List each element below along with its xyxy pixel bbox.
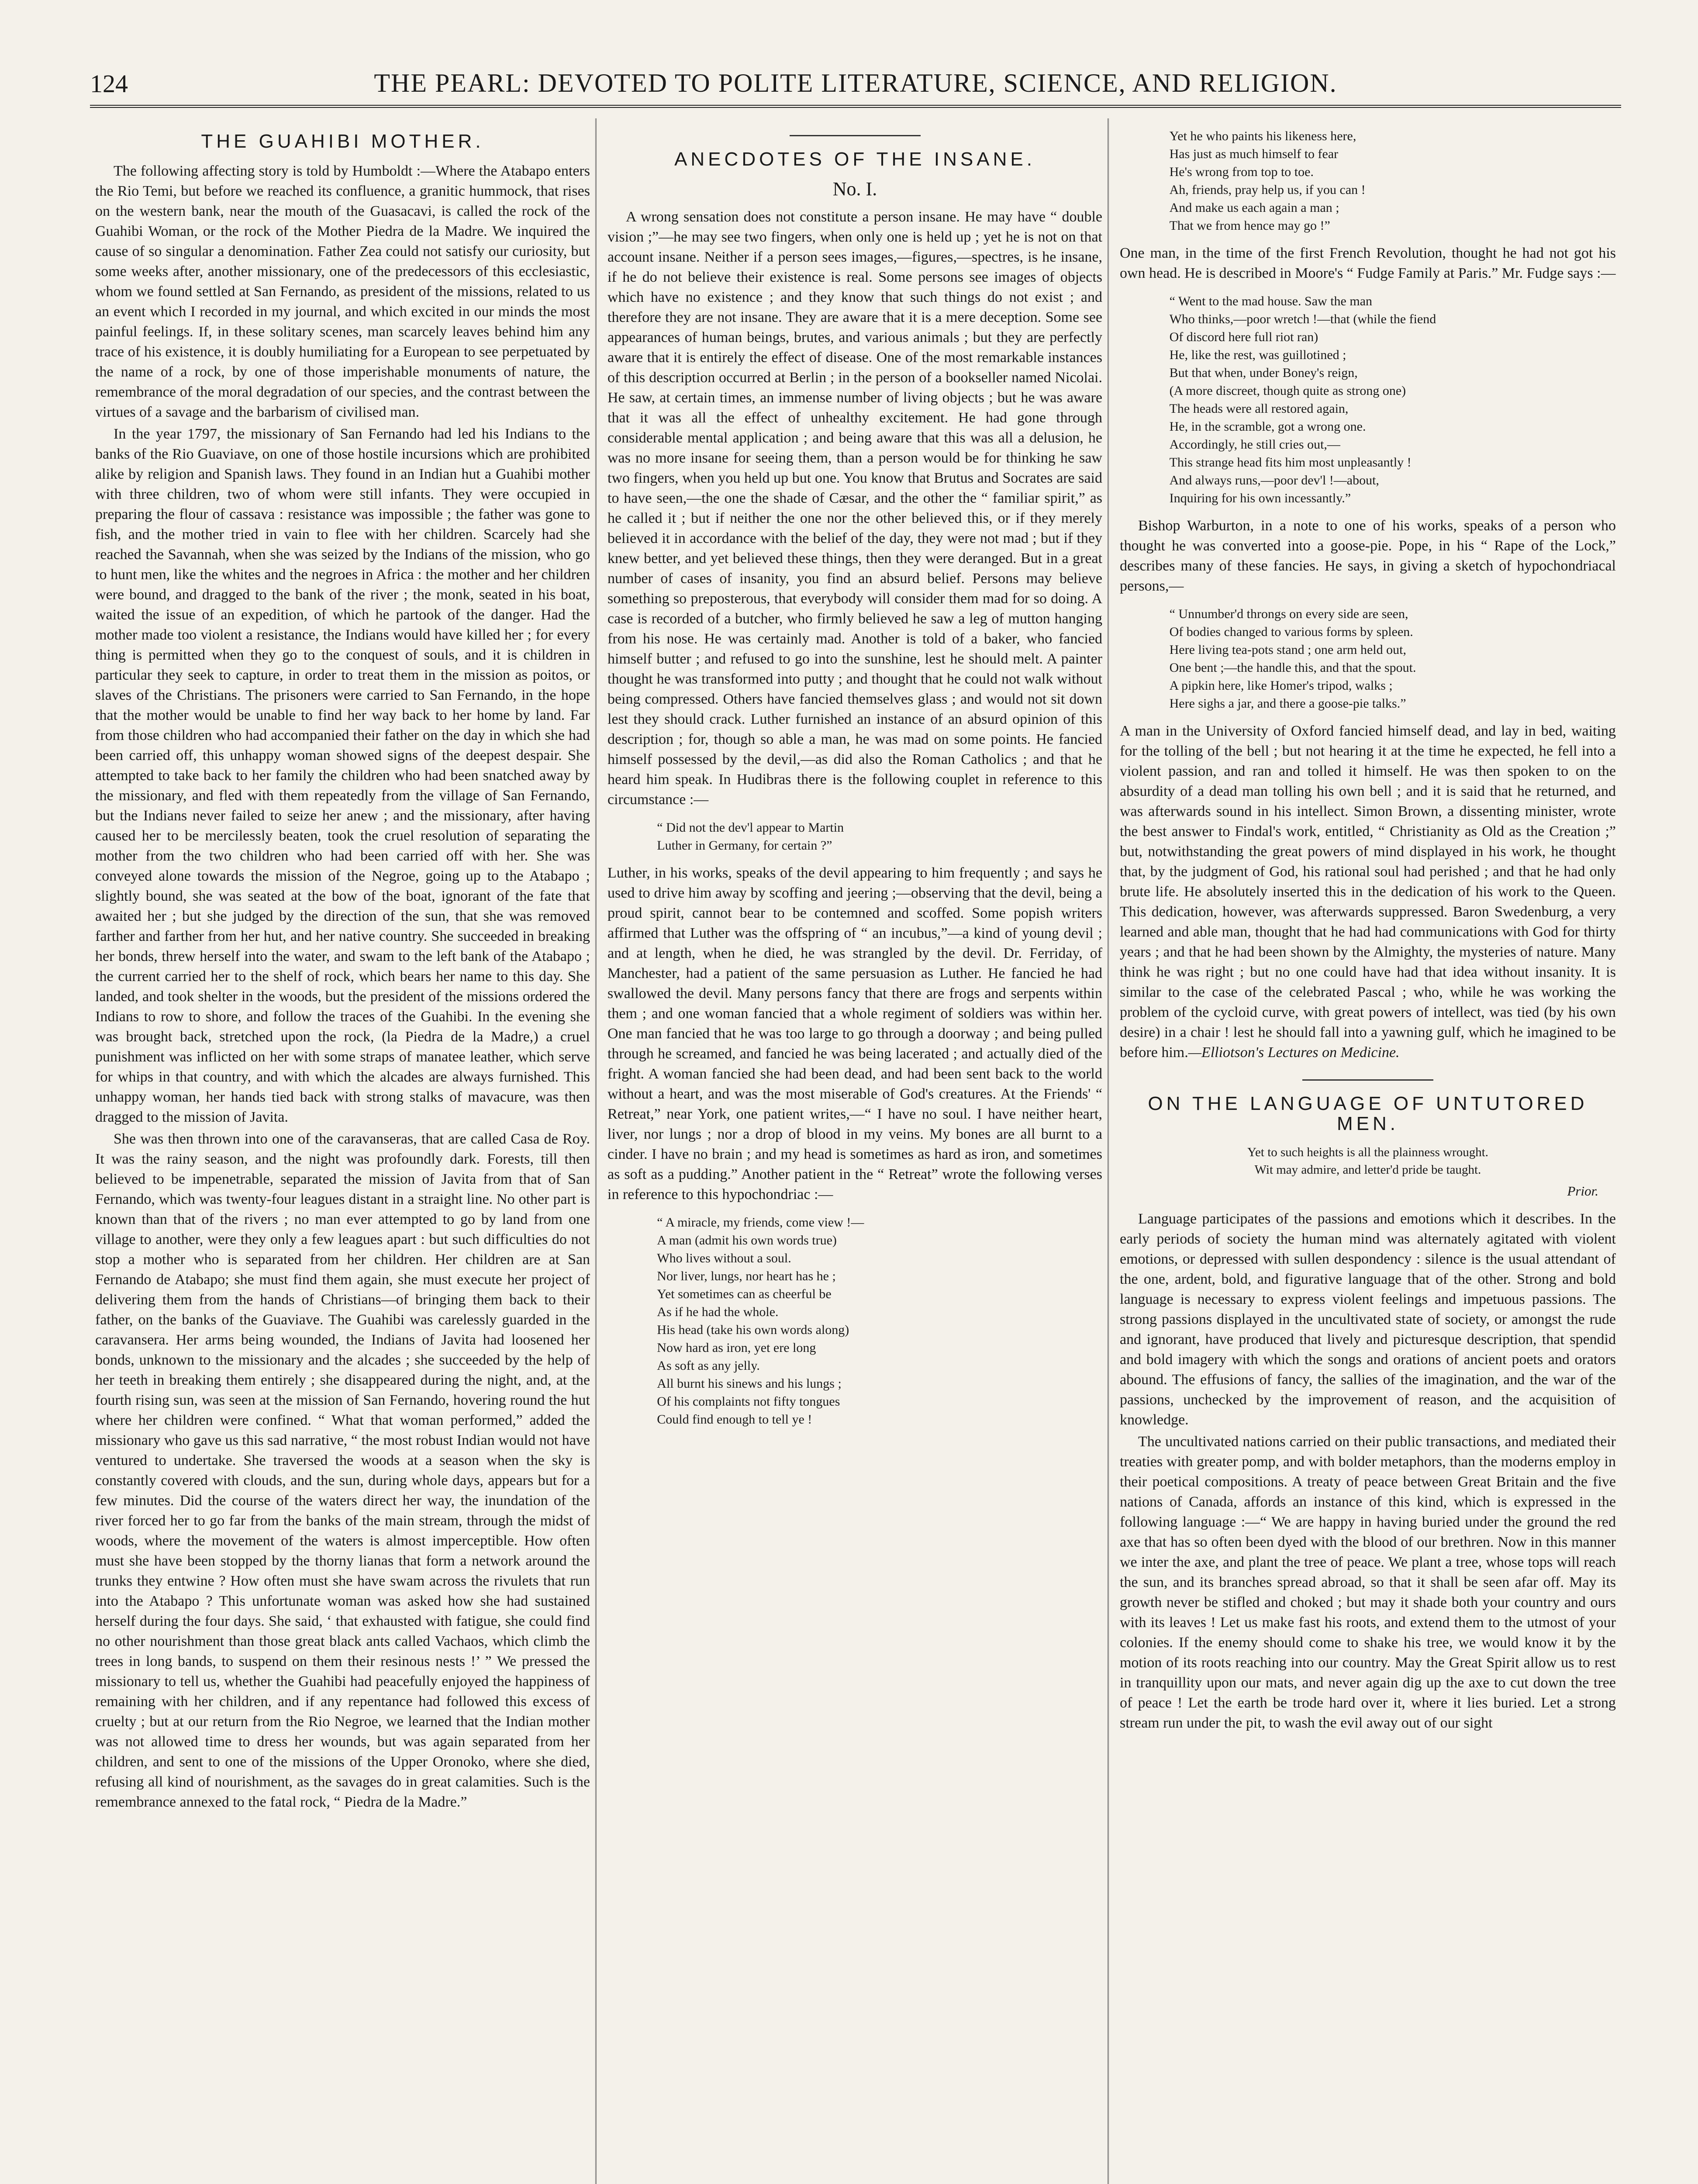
epigraph-line: Yet to such heights is all the plainness wrought. xyxy=(1247,1145,1489,1159)
paragraph: One man, in the time of the first French Revolution, thought he had not got his own head. He is described in Moore's “ Fudge Family at Paris.” Mr. Fudge says :— xyxy=(1120,245,1616,281)
verse-line: Here sighs a jar, and there a goose-pie talks.” xyxy=(1169,696,1406,711)
column-3 xyxy=(1115,118,1621,2184)
verse-line: The heads were all restored again, xyxy=(1169,401,1349,416)
verse-line: Now hard as iron, yet ere long xyxy=(657,1341,816,1355)
verse-line: Here living tea-pots stand ; one arm held out, xyxy=(1169,643,1406,657)
verse-line: Accordingly, he still cries out,— xyxy=(1169,437,1340,452)
paragraph: Bishop Warburton, in a note to one of his works, speaks of a person who thought he was converted into a goose-pie. Pope, in his “ Rape of the Lock,” describes many of these fancies. He says, in giving a sketch of hypochondriacal persons,— xyxy=(1120,518,1616,594)
paragraph: The following affecting story is told by Humboldt :—Where the Atabapo enters the Rio Temi, but before we reached its confluence, a granitic hummock, that rises on the western bank, near the mouth of the Guasacavi, is called the rock of the Guahibi Woman, or the rock of the Mother Piedra de la Madre. We inquired the cause of so singular a denomination. Father Zea could not satisfy our curiosity, but some weeks after, another missionary, one of the predecessors of this ecclesiastic, whom we found settled at San Fernando, as president of the missions, related to us an event which I recorded in my journal, and which excited in our minds the most painful feelings. If, in these solitary scenes, man scarcely leaves behind him any trace of his existence, it is doubly humiliating for a European to see perpetuated by the name of a rock, by one of those imperishable monuments of nature, the remembrance of the moral degradation of our species, and the contrast between the virtues of a savage and the barbarism of civilised man. xyxy=(95,163,590,420)
article-title-guahibi: THE GUAHIBI MOTHER. xyxy=(201,131,484,152)
running-title: THE PEARL: DEVOTED TO POLITE LITERATURE, SCIENCE, AND RELIGION. xyxy=(374,69,1337,97)
verse-line: As soft as any jelly. xyxy=(657,1358,760,1373)
verse-line: This strange head fits him most unpleasantly ! xyxy=(1169,455,1412,470)
verse-line: Yet sometimes can as cheerful be xyxy=(657,1287,832,1301)
source-citation: —Elliotson's Lectures on Medicine. xyxy=(1188,1044,1400,1061)
column-2 xyxy=(602,118,1109,2184)
verse-line: “ Went to the mad house. Saw the man xyxy=(1169,294,1373,308)
verse-line: “ Did not the dev'l appear to Martin xyxy=(657,820,844,835)
verse-line: Of bodies changed to various forms by spleen. xyxy=(1169,625,1413,639)
verse-line: Who thinks,—poor wretch !—that (while the fiend xyxy=(1169,312,1436,326)
column-1 xyxy=(90,118,597,2184)
fudge-verses xyxy=(1170,292,1567,507)
paragraph: She was then thrown into one of the caravanseras, that are called Casa de Roy. It was the rainy season, and the night was profoundly dark. Forests, till then believed to be impenetrable, separated the mission of Javita from that of San Fernando, which was twenty-four leagues distant in a straight line. No other part is known than that of the rivers ; no man ever attempted to go by land from one village to another, were they only a few leagues apart : but such difficulties do not stop a mother who is separated from her children. Her children are at San Fernando de Atabapo; she must find them again, she must execute her project of delivering them from the hands of Christians—of bringing them back to their father, on the banks of the Guaviave. The Guahibi was carelessly guarded in the caravansera. Her arms being wounded, the Indians of Javita had loosened her bonds, unknown to the missionary and the alcades ; she succeeded by the help of her teeth in breaking them entirely ; she disappeared during the night, and, at the fourth rising sun, was seen at the mission of San Fernando, hovering round the hut where her children were confined. “ What that woman performed,” added the missionary who gave us this sad narrative, “ the most robust Indian would not have ventured to undertake. She traversed the woods at a season when the sky is constantly covered with clouds, and the sun, during whole days, appears but for a few minutes. Did the course of the waters direct her way, the inundation of the river forced her to go far from the banks of the main stream, through the midst of woods, where the movement of the waters is almost imperceptible. How often must she have been stopped by the thorny lianas that form a network around the trunks they entwine ? How often must she have swam across the rivulets that run into the Atabapo ? This unfortunate woman was asked how she had sustained herself during the four days. She said, ‘ that exhausted with fatigue, she could find no other nourishment than those great black ants called Vachaos, which climb the trees in long bands, to suspend on them their resinous nests !’ ” We pressed the missionary to tell us, whether the Guahibi had peacefully enjoyed the happiness of remaining with her children, and if any repentance had followed this excess of cruelty ; but at our return from the Rio Negroe, we learned that the Indian mother was not allowed time to dress her wounds, but was again separated from her children, and sent to one of the missions of the Upper Oronoko, where she died, refusing all kind of nourishment, as the savages do in great calamities. Such is the remembrance annexed to the fatal rock, “ Piedra de la Madre.” xyxy=(95,1131,590,1810)
verse-line: He, in the scramble, got a wrong one. xyxy=(1169,419,1366,434)
verse-line: And make us each again a man ; xyxy=(1169,200,1339,215)
verse-line: Has just as much himself to fear xyxy=(1169,147,1339,161)
verse-line: Could find enough to tell ye ! xyxy=(657,1412,812,1427)
paragraph: In the year 1797, the missionary of San Fernando had led his Indians to the banks of the Rio Guaviave, on one of those hostile incursions which are prohibited alike by religion and Spanish laws. They found in an Indian hut a Guahibi mother with three children, two of whom were still infants. They were occupied in preparing the flour of cassava : resistance was impossible ; the father was gone to fish, and the mother tried in vain to flee with her children. Scarcely had she reached the Savannah, when she was seized by the Indians of the mission, who go to hunt men, like the whites and the negroes in Africa : the mother and her children were bound, and dragged to the bank of the river ; the monk, seated in his boat, waited the issue of an expedition, of which he partook of the danger. Had the mother made too violent a resistance, the Indians would have killed her ; for every thing is permitted when they go to the conquest of souls, and it is children in particular they seek to capture, in order to treat them in the mission as poitos, or slaves of the Christians. The prisoners were carried to San Fernando, in the hope that the mother would be unable to find her way back to her home by land. Far from those children who had accompanied their father on the day in which she had been carried off, this unhappy woman showed signs of the deepest despair. She attempted to take back to her family the children who had been snatched away by the missionary, and fled with them repeatedly from the village of San Fernando, but the Indians never failed to seize her anew ; and the missionary, after having caused her to be mercilessly beaten, took the cruel resolution of separating the mother from the two children who had been carried off with her. She was conveyed alone towards the mission of the Negroe, going up to the Atabapo ; slightly bound, she was seated at the bow of the boat, ignorant of the fate that awaited her ; but she judged by the direction of the sun, that she was removed farther and farther from her hut, and her native country. She succeeded in breaking her bonds, threw herself into the water, and swam to the left bank of the Atabapo ; the current carried her to the shelf of rock, which bears her name to this day. She landed, and took shelter in the woods, but the president of the missions ordered the Indians to row to shore, and follow the traces of the Guahibi. In the evening she was brought back, stretched upon the rock, (la Piedra de la Madre,) a cruel punishment was inflicted on her with some straps of manatee leather, which serve for whips in that country, and with which the alcades are always furnished. This unhappy woman, her hands tied back with strong stalks of mavacure, was then dragged to the mission of Javita. xyxy=(95,426,590,1125)
verse-line: He's wrong from top to toe. xyxy=(1169,165,1314,179)
epigraph-author: Prior. xyxy=(1567,1183,1598,1199)
section-rule xyxy=(1302,1079,1433,1081)
verse-line: Luther in Germany, for certain ?” xyxy=(657,838,832,853)
section-rule xyxy=(790,135,921,136)
page-header xyxy=(90,66,1621,108)
verse-line: That we from hence may go !” xyxy=(1169,218,1330,233)
epigraph xyxy=(1120,1144,1616,1178)
verse-line: “ Unnumber'd throngs on every side are seen, xyxy=(1169,607,1408,621)
paragraph xyxy=(1120,721,1616,1063)
article-title-insane: ANECDOTES OF THE INSANE. xyxy=(674,149,1035,170)
verse-line: A man (admit his own words true) xyxy=(657,1233,837,1248)
verse-line: Of his complaints not fifty tongues xyxy=(657,1394,840,1409)
paragraph: Luther, in his works, speaks of the devil appearing to him frequently ; and says he used to drive him away by scoffing and jeering ;—observing that the devil, being a proud spirit, cannot bear to be contemned and scoffed. Some popish writers affirmed that Luther was the offspring of “ an incubus,”—a kind of young devil ; and at length, when he died, he was strangled by the devil. Dr. Ferriday, of Manchester, had a patient of the same persuasion as Luther. He fancied he had swallowed the devil. Many persons fancy that there are frogs and serpents within them ; and one woman fancied that a whole regiment of soldiers was within her. One man fancied that he was too large to go through a doorway ; and being pulled through he screamed, and fancied he was being lacerated ; and actually died of the fright. A woman fancied she had been dead, and had been sent back to the world without a heart, and was the most miserable of God's creatures. At the Friends' “ Retreat,” near York, one patient writes,—“ I have no soul. I have neither heart, liver, nor lungs ; nor a drop of blood in my veins. My bones are all burnt to a cinder. I have no brain ; and my head is sometimes as hard as iron, and sometimes as soft as a pudding.” Another patient in the “ Retreat” wrote the following verses in reference to this hypochondriac :— xyxy=(607,865,1102,1203)
verse-line: Yet he who paints his likeness here, xyxy=(1169,129,1356,143)
verse-line: Inquiring for his own incessantly.” xyxy=(1169,491,1351,505)
verse-line: But that when, under Boney's reign, xyxy=(1169,366,1358,380)
verse-line: All burnt his sinews and his lungs ; xyxy=(657,1376,842,1391)
hudibras-couplet xyxy=(657,819,1053,854)
verse-line: (A more discreet, though quite as strong one) xyxy=(1169,384,1406,398)
retreat-verses-continued xyxy=(1170,127,1567,235)
retreat-verses xyxy=(657,1213,1053,1428)
verse-line: And always runs,—poor dev'l !—about, xyxy=(1169,473,1379,487)
page-number: 124 xyxy=(90,69,128,98)
verse-line: Ah, friends, pray help us, if you can ! xyxy=(1169,183,1366,197)
article-number: No. I. xyxy=(832,178,877,200)
verse-line: “ A miracle, my friends, come view !— xyxy=(657,1215,864,1230)
paragraph-text: A man in the University of Oxford fancied himself dead, and lay in bed, waiting for the tolling of the bell ; but not hearing it at the time he expected, he fell into a violent passion, and ran and tolled it himself. He was then spoken to on the absurdity of a dead man tolling his own bell ; and it is said that he returned, and was afterwards sound in his intellect. Simon Brown, a dissenting minister, wrote the best answer to Findal's work, entitled, “ Christianity as Old as the Creation ;” but, notwithstanding the great powers of mind displayed in his work, he thought that, by the judgment of God, his rational soul had perished ; and that he had only brute life. He absolutely inserted this in the dedication of his work to the Queen. This dedication, however, was afterwards suppressed. Baron Swedenburg, a very learned and able man, thought that he had had communications with God for thirty years ; and that he had been shown by the Almighty, the mysteries of nature. Many think he was right ; but no one could have had that idea without insanity. It is similar to the case of the celebrated Pascal ; who, while he was working the problem of the cycloid curve, with great powers of intellect, was tied (by his own desire) in a chair ! lest he should fall into a yawning gulf, which he imagined to be before him. xyxy=(1120,723,1616,1061)
epigraph-line: Wit may admire, and letter'd pride be taught. xyxy=(1254,1163,1481,1177)
pope-verses xyxy=(1170,605,1567,712)
verse-line: A pipkin here, like Homer's tripod, walks ; xyxy=(1169,678,1393,693)
paragraph: The uncultivated nations carried on their public transactions, and mediated their treaties with greater pomp, and with bolder metaphors, than the moderns employ in their poetical compositions. A treaty of peace between Great Britain and the five nations of Canada, affords an instance of this kind, which is expressed in the following language :—“ We are happy in having buried under the ground the red axe that has so often been dyed with the blood of our brethren. Now in this manner we inter the axe, and plant the tree of peace. We plant a tree, whose tops will reach the sun, and its branches spread abroad, so that it shall be seen afar off. May its growth never be stifled and choked ; but may it shade both your country and ours with its leaves ! Let us make fast his roots, and extend them to the utmost of your colonies. If the enemy should come to shake his tree, we would know it by the motion of its roots reaching into our country. May the Great Spirit allow us to rest in tranquillity upon our mats, and never again dig up the axe to cut down the tree of peace ! Let the earth be trode hard over it, where it lies buried. Let a strong stream run under the pit, to wash the evil away out of our sight xyxy=(1120,1434,1616,1731)
columns xyxy=(90,118,1621,2184)
paragraph: Language participates of the passions and emotions which it describes. In the early periods of society the human mind was alternately agitated with violent emotions, or depressed with sullen despondency : silence is the usual attendant of the one, ardent, bold, and figurative language that of the other. Strong and bold language is necessary to express violent feelings and impetuous passions. The strong passions displayed in the uncultivated state of society, or amongst the rude and ignorant, have produced that lively and picturesque description, that spendid and bold imagery with which the songs and orations of ancient poets and orators abound. The effusions of fancy, the sallies of the imagination, and the war of the passions, unchecked by the improvement of reason, and the acquisition of knowledge. xyxy=(1120,1211,1616,1428)
verse-line: Nor liver, lungs, nor heart has he ; xyxy=(657,1269,836,1283)
verse-line: One bent ;—the handle this, and that the spout. xyxy=(1169,660,1416,675)
verse-line: Of discord here full riot ran) xyxy=(1169,330,1318,344)
verse-line: He, like the rest, was guillotined ; xyxy=(1169,348,1346,362)
verse-line: Who lives without a soul. xyxy=(657,1251,791,1265)
verse-line: His head (take his own words along) xyxy=(657,1323,849,1337)
article-title-language: ON THE LANGUAGE OF UNTUTORED MEN. xyxy=(1148,1093,1588,1134)
paragraph: A wrong sensation does not constitute a person insane. He may have “ double vision ;”—he may see two fingers, when only one is held up ; yet he is not on that account insane. Neither if a person sees images,—figures,—spectres, is he insane, if he do not believe their existence is real. Some persons see images of objects which have no existence ; and they know that such things do not exist ; and therefore they are not insane. They are aware that it is a mere deception. Some see appearances of human beings, brutes, and various animals ; but they are perfectly aware that it is entirely the effect of disease. One of the most remarkable instances of this description occurred at Berlin ; in the person of a bookseller named Nicolai. He saw, at certain times, an immense number of living objects ; but he was aware that it was all the effect of unhealthy excitement. He had gone through considerable mental application ; and being aware that this was all a delusion, he was no more insane for seeing them, than a person would be for thinking he saw two fingers, when you held up but one. You know that Brutus and Socrates are said to have seen,—the one the shade of Cæsar, and the other the “ familiar spirit,” as he called it ; but if neither the one nor the other believed this, or if they merely believed it in accordance with the belief of the day, they were not mad ; but if they knew better, and yet believed these things, then they were deranged. But in a great number of cases of insanity, you find an absurd belief. Persons may believe something so preposterous, that everybody will consider them mad for so doing. A case is recorded of a butcher, who firmly believed he saw a leg of mutton hanging from his nose. He was certainly mad. Another is told of a baker, who fancied himself butter ; and refused to go into the sunshine, lest he should melt. A painter thought he was transformed into putty ; and thought that he could not walk without being compressed. Others have fancied themselves glass ; and would not sit down lest they should crack. Luther furnished an instance of an absurd opinion of this description ; for, though so able a man, he was mad on some points. He fancied himself possessed by the devil,—as did also the Roman Catholics ; and that he heard him speak. In Hudibras there is the following couplet in reference to this circumstance :— xyxy=(607,209,1102,808)
verse-line: As if he had the whole. xyxy=(657,1305,779,1319)
